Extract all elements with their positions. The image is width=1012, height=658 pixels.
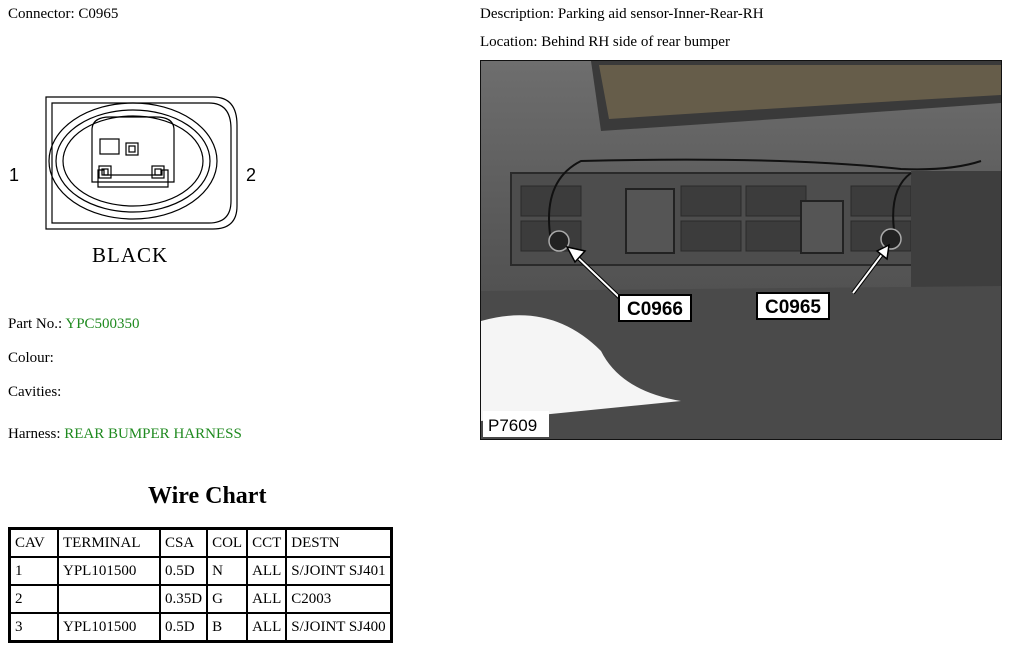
harness-line [8,426,242,443]
cell-col: B [207,613,247,642]
header-cav: CAV [10,529,59,558]
cell-terminal [58,585,160,613]
wire-chart-table [8,527,393,643]
cell-csa: 0.35D [160,585,207,613]
table-row [10,557,392,585]
cell-cct: ALL [247,613,286,642]
cell-destn: S/JOINT SJ400 [286,613,391,642]
cell-cct: ALL [247,557,286,585]
callout-c0966: C0966 [627,299,683,320]
location-label: Location: [480,34,538,50]
cavities-label: Cavities: [8,384,62,400]
harness-label: Harness: [8,426,61,442]
cell-cct: ALL [247,585,286,613]
connector-line [8,6,118,23]
harness-value: REAR BUMPER HARNESS [64,426,242,442]
cell-csa: 0.5D [160,613,207,642]
cell-cav: 1 [10,557,59,585]
cell-col: G [207,585,247,613]
pin-1-label: 1 [9,165,20,185]
location-photo [480,60,1002,440]
connector-color-label: BLACK [92,243,169,267]
header-destn: DESTN [286,529,391,558]
header-csa: CSA [160,529,207,558]
connector-value: C0965 [78,6,119,22]
colour-label: Colour: [8,350,54,366]
pin-2-label: 2 [246,165,257,185]
callout-c0965: C0965 [765,297,821,318]
connector-label: Connector: [8,6,75,22]
connector-face-diagram [0,88,280,238]
description-label: Description: [480,6,555,22]
location-line [480,34,730,51]
header-cct: CCT [247,529,286,558]
table-header-row [10,529,392,558]
bumper-photo-illustration [481,61,1001,439]
cell-csa: 0.5D [160,557,207,585]
cell-destn: S/JOINT SJ401 [286,557,391,585]
cell-destn: C2003 [286,585,391,613]
cell-col: N [207,557,247,585]
header-terminal: TERMINAL [58,529,160,558]
part-no-line [8,316,140,333]
part-no-label: Part No.: [8,316,63,332]
photo-id: P7609 [488,416,538,435]
table-row [10,585,392,613]
cell-terminal: YPL101500 [58,613,160,642]
cell-terminal: YPL101500 [58,557,160,585]
part-no-value: YPC500350 [65,316,140,332]
cell-cav: 3 [10,613,59,642]
cavities-line [8,384,61,401]
location-value: Behind RH side of rear bumper [541,34,730,50]
description-line [480,6,764,23]
description-value: Parking aid sensor-Inner-Rear-RH [557,6,764,22]
colour-line [8,350,54,367]
table-row [10,613,392,642]
wire-chart-title: Wire Chart [148,483,267,509]
cell-cav: 2 [10,585,59,613]
header-col: COL [207,529,247,558]
